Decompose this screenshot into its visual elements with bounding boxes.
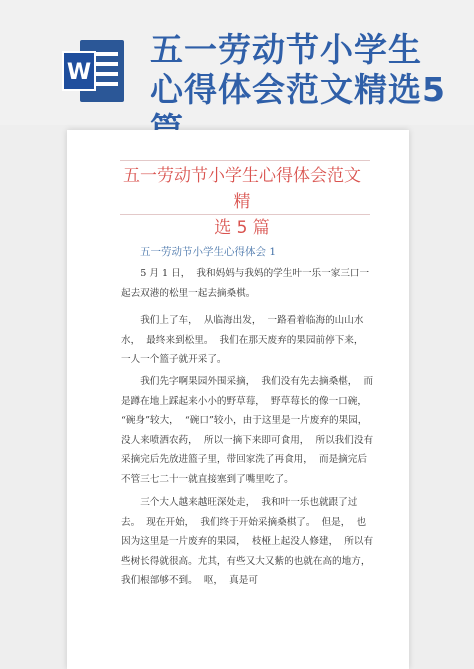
paragraph-3: 我们先字啊果园外围采摘， 我们没有先去摘桑椹， 而是蹲在地上踩起来小小的野草莓， 野草莓长的像一口碗， “碗身”较大， “碗口”较小，由于这里是一片废弃的果园， 没人来喷洒农药， 所以一摘下来即可食用， 所以我们没有采摘完后先放进篮子里，带回家洗了再食用， 而是摘完后不管三七二十一就直接塞到了嘴里吃了。 bbox=[121, 376, 374, 485]
title-bottom-rule bbox=[120, 214, 370, 215]
banner-title-line1: 五一劳动节小学生 bbox=[150, 30, 422, 69]
paragraph-1: 5 月 1 日， 我和妈妈与我妈的学生叶一乐一家三口一起去双港的松里一起去摘桑棋。 bbox=[121, 268, 370, 299]
document-title bbox=[118, 163, 366, 241]
document-title-line2: 选 5 篇 bbox=[214, 218, 270, 238]
word-icon-letter: W bbox=[62, 51, 96, 91]
title-top-rule bbox=[120, 160, 370, 161]
document-title-line1: 五一劳动节小学生心得体会范文精 bbox=[123, 166, 361, 212]
banner-title-line2: 心得体会范文精选5 bbox=[150, 70, 446, 109]
word-document-icon bbox=[62, 40, 124, 102]
section-heading: 五一劳动节小学生心得体会 1 bbox=[140, 246, 277, 258]
paragraph-4: 三个大人越来越旺深处走， 我和叶一乐也就跟了过去。 现在开始， 我们终于开始采摘桑棋了。 但是， 也因为这里是一片废弃的果园， 枝桠上起没人修建， 所以有些树长得就很高。尤其，有些又大又紫的也就在高的地方，我们根部够不到。 呕， 真是可 bbox=[121, 497, 374, 587]
paragraph-2: 我们上了车， 从临海出发， 一路看着临海的山山水水， 最终来到松里。 我们在那天废弃的果园前停下来， 一人一个篮子就开采了。 bbox=[121, 315, 370, 366]
